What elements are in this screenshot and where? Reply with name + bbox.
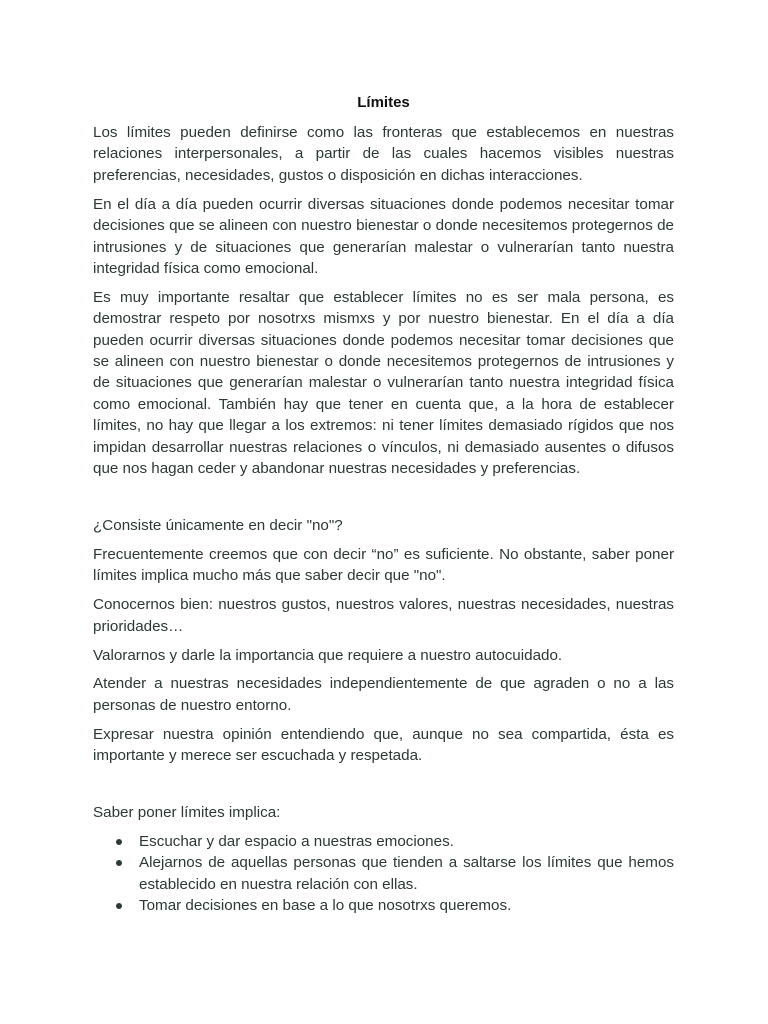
bullet-item xyxy=(93,895,674,916)
section2-paragraph-4: Atender a nuestras necesidades independientemente de que agraden o no a las personas de nuestro entorno. xyxy=(93,675,674,714)
section-spacer xyxy=(93,487,674,515)
section2-paragraph-1: Frecuentemente creemos que con decir “no” es suficiente. No obstante, saber poner límites implica mucho más que saber decir que "no". xyxy=(93,545,674,585)
intro-paragraph-2: En el día a día pueden ocurrir diversas situaciones donde podemos necesitar tomar decisiones que se alineen con nuestro bienestar o donde necesitemos protegernos de intrusiones y de situaciones que generarían malestar o vulnerarían tanto nuestra integridad física como emocional. xyxy=(93,195,674,277)
bullet-icon xyxy=(116,860,122,866)
intro-paragraph-1: Los límites pueden definirse como las fronteras que establecemos en nuestras relaciones interpersonales, a partir de las cuales hacemos visibles nuestras preferencias, necesidades, gustos o disposición en dichas interacciones. xyxy=(93,124,674,184)
bullet-icon xyxy=(116,903,122,909)
section2-paragraph-5: Expresar nuestra opinión entendiendo que, aunque no sea compartida, ésta es importante y merece ser escuchada y respetada. xyxy=(93,725,674,765)
bullet-list xyxy=(93,831,674,917)
section2-paragraph-2: Conocernos bien: nuestros gustos, nuestros valores, nuestras necesidades, nuestras prioridades… xyxy=(93,596,674,635)
bullet-item xyxy=(93,831,674,852)
intro-paragraph-3: Es muy importante resaltar que establecer límites no es ser mala persona, es demostrar respeto por nosotrxs mismxs y por nuestro bienestar. En el día a día pueden ocurrir diversas situaciones donde podemos necesitar tomar decisiones que se alineen con nuestro bienestar o donde necesitemos protegernos de intrusiones y de situaciones que generarían malestar o vulnerarían tanto nuestra integridad física como emocional. También hay que tener en cuenta que, a la hora de establecer límites, no hay que llegar a los extremos: ni tener límites demasiado rígidos que nos impidan desarrollar nuestras relaciones o vínculos, ni demasiado ausentes o difusos que nos hagan ceder y abandonar nuestras necesidades y preferencias. xyxy=(93,288,674,478)
section-spacer xyxy=(93,774,674,802)
bullet-text: Escuchar y dar espacio a nuestras emociones. xyxy=(139,832,454,850)
bullet-item xyxy=(93,852,674,895)
section-heading-no: ¿Consiste únicamente en decir "no"? xyxy=(93,517,343,534)
bullet-text: Alejarnos de aquellas personas que tienden a saltarse los límites que hemos establecido en nuestra relación con ellas. xyxy=(139,854,674,893)
document-title: Límites xyxy=(357,94,410,111)
document-page xyxy=(93,92,674,917)
section2-paragraph-3: Valorarnos y darle la importancia que requiere a nuestro autocuidado. xyxy=(93,646,563,664)
bullet-text: Tomar decisiones en base a lo que nosotrxs queremos. xyxy=(139,897,512,915)
bullet-icon xyxy=(116,839,122,845)
section-heading-implica: Saber poner límites implica: xyxy=(93,804,281,822)
